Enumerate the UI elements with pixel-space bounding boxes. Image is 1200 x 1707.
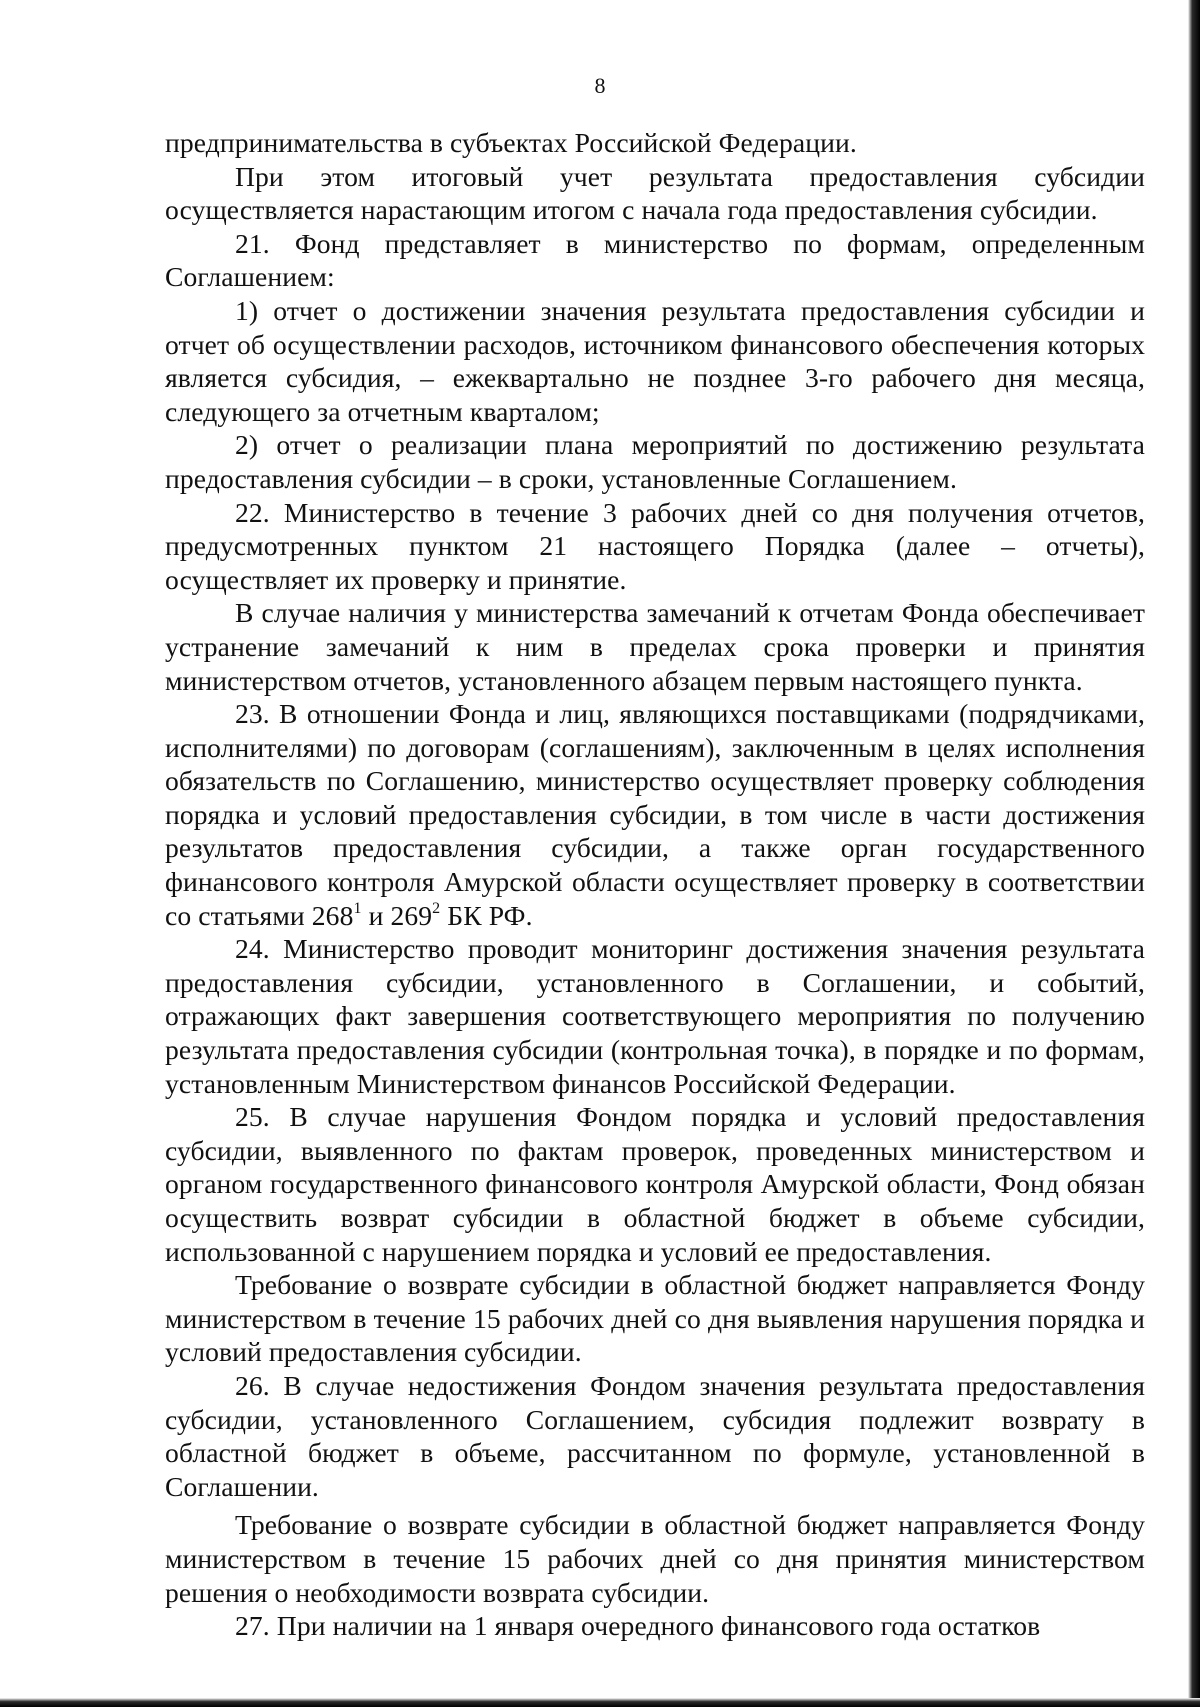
paragraph-text: 23. В отношении Фонда и лиц, являющихся поставщиками (подрядчиками, исполнителями) по договорам (соглашениям), заключенным в целях исполнения обязательств по Соглашению, министерство осуществляет проверку соблюдения порядка и условий предоставления субсидии, в том числе в части достижения результатов предоставления субсидии, а также орган государственного финансового контроля Амурской области осуществляет проверку в соответствии со статьями 268: [165, 698, 1145, 931]
paragraph: Требование о возврате субсидии в областной бюджет направляется Фонду министерством в течение 15 рабочих дней со дня принятия министерством решения о необходимости возврата субсидии.: [165, 1509, 1145, 1608]
paragraph: 1) отчет о достижении значения результата предоставления субсидии и отчет об осуществлении расходов, источником финансового обеспечения которых является субсидия, – ежеквартально не позднее 3-го рабочего дня месяца, следующего за отчетным кварталом;: [165, 294, 1145, 427]
paragraph: 2) отчет о реализации плана мероприятий по достижению результата предоставления субсидии – в сроки, установленные Соглашением.: [165, 429, 1145, 494]
paragraph: [165, 697, 1145, 932]
page-number: 8: [594, 73, 606, 98]
document-body: [165, 126, 1145, 1643]
paragraph: При этом итоговый учет результата предоставления субсидии осуществляется нарастающим итогом с начала года предоставления субсидии.: [165, 160, 1145, 226]
paragraph: предпринимательства в субъектах Российской Федерации.: [165, 127, 857, 158]
paragraph: Требование о возврате субсидии в областной бюджет направляется Фонду министерством в течение 15 рабочих дней со дня выявления нарушения порядка и условий предоставления субсидии.: [165, 1269, 1145, 1368]
paragraph-text: БК РФ.: [440, 899, 533, 931]
scan-edge-right: [1188, 0, 1200, 1707]
superscript: 1: [353, 900, 362, 918]
paragraph: 22. Министерство в течение 3 рабочих дней со дня получения отчетов, предусмотренных пунктом 21 настоящего Порядка (далее – отчеты), осуществляет их проверку и принятие.: [165, 496, 1145, 595]
paragraph: 25. В случае нарушения Фондом порядка и условий предоставления субсидии, выявленного по фактам проверок, проведенных министерством и органом государственного финансового контроля Амурской области, Фонд обязан осуществить возврат субсидии в областной бюджет в объеме субсидии, использованной с нарушением порядка и условий ее предоставления.: [165, 1101, 1145, 1267]
superscript: 2: [432, 900, 441, 918]
paragraph-text: и 269: [361, 899, 433, 931]
paragraph: 24. Министерство проводит мониторинг достижения значения результата предоставления субсидии, установленного в Соглашении, и событий, отражающих факт завершения соответствующего мероприятия по получению результата предоставления субсидии (контрольная точка), в порядке и по формам, установленным Министерством финансов Российской Федерации.: [165, 933, 1145, 1099]
scan-edge-bottom: [0, 1698, 1200, 1707]
paragraph: 26. В случае недостижения Фондом значения результата предоставления субсидии, установленного Соглашением, субсидия подлежит возврату в областной бюджет в объеме, рассчитанном по формуле, установленной в Соглашении.: [165, 1369, 1145, 1502]
paragraph: 21. Фонд представляет в министерство по формам, определенным Соглашением:: [165, 227, 1145, 293]
paragraph: В случае наличия у министерства замечаний к отчетам Фонда обеспечивает устранение замечаний к ним в пределах срока проверки и принятия министерством отчетов, установленного абзацем первым настоящего пункта.: [165, 597, 1145, 696]
paragraph: 27. При наличии на 1 января очередного финансового года остатков: [235, 1610, 1041, 1642]
